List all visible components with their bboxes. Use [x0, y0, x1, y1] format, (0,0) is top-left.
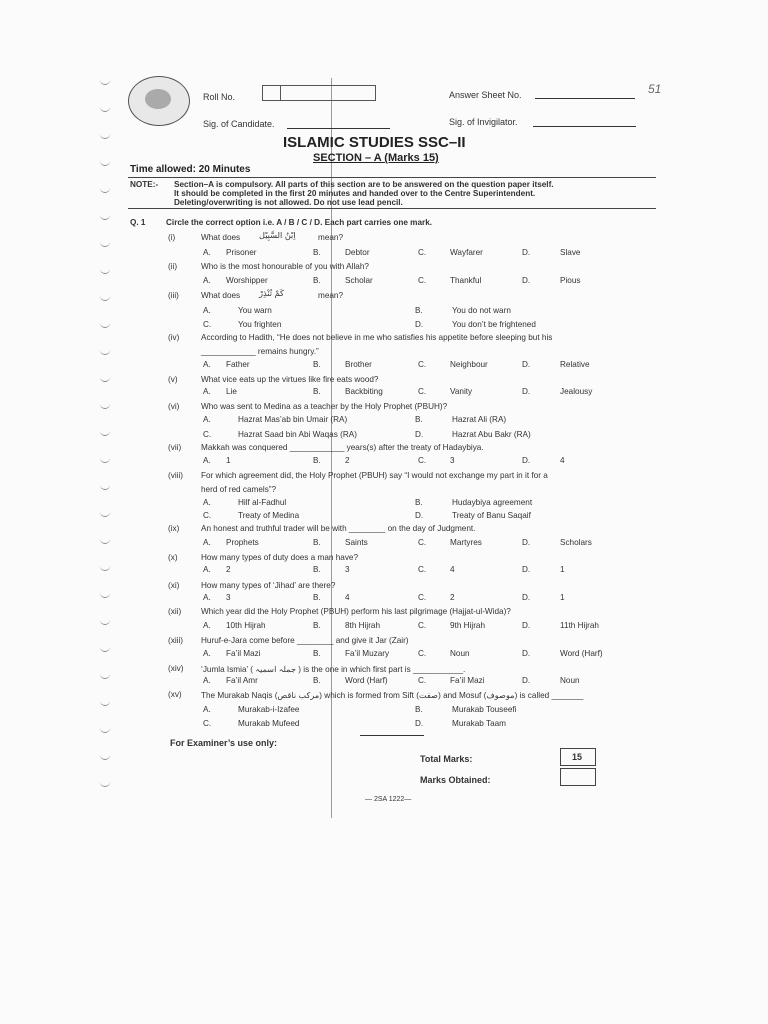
question-text: For which agreement did, the Holy Prophet (PBUH) say “I would not exchange my part in it for a: [201, 471, 548, 480]
option-a[interactable]: Hazrat Mas’ab bin Umair (RA): [238, 415, 348, 424]
binder-hole: [100, 402, 110, 409]
question-text: ‘Jumla Ismia’ ( جملہ اسمیہ ) is the one in which first part is ___________.: [201, 665, 466, 674]
binder-hole: [100, 375, 110, 382]
binder-hole: [100, 132, 110, 139]
question-text: According to Hadith, “He does not believe in me who satisfies his appetite before sleeping but his: [201, 333, 553, 342]
option-c[interactable]: Martyres: [450, 538, 482, 547]
question-number: (xi): [168, 581, 180, 590]
option-d[interactable]: 1: [560, 565, 565, 574]
option-c[interactable]: 3: [450, 456, 455, 465]
option-letter-c: C.: [203, 511, 212, 520]
option-letter-b: B.: [313, 538, 321, 547]
option-b[interactable]: You do not warn: [452, 306, 511, 315]
option-letter-d: D.: [522, 593, 531, 602]
question-text: What does: [201, 291, 241, 300]
option-b[interactable]: Murakab Touseefi: [452, 705, 517, 714]
note-label: NOTE:-: [130, 180, 159, 189]
question-text: Who was sent to Medina as a teacher by the Holy Prophet (PBUH)?: [201, 402, 448, 411]
paper-title: ISLAMIC STUDIES SSC–II: [283, 134, 466, 151]
option-letter-d: D.: [415, 719, 424, 728]
time-allowed: Time allowed: 20 Minutes: [130, 164, 251, 175]
marks-obtained-label: Marks Obtained:: [420, 775, 491, 785]
option-c[interactable]: Treaty of Medina: [238, 511, 300, 520]
question-number: (xv): [168, 690, 182, 699]
option-letter-c: C.: [418, 621, 427, 630]
binder-hole: [100, 537, 110, 544]
option-letter-a: A.: [203, 387, 211, 396]
corner-mark: 51: [648, 82, 662, 96]
option-d[interactable]: 11th Hijrah: [560, 621, 599, 630]
option-letter-d: D.: [522, 276, 531, 285]
option-c[interactable]: Thankful: [450, 276, 482, 285]
binder-hole: [100, 240, 110, 247]
question-text: The Murakab Naqis (مرکب ناقص) which is formed from Sift (صفت) and Mosuf (موصوف) is called _______: [201, 691, 584, 700]
option-a[interactable]: Prophets: [226, 538, 259, 547]
option-d[interactable]: Treaty of Banu Saqaif: [452, 511, 531, 520]
option-letter-d: D.: [522, 621, 531, 630]
roll-no-label: Roll No.: [203, 92, 236, 102]
option-d[interactable]: Murakab Taam: [452, 719, 507, 728]
sig-invigilator-line[interactable]: [533, 126, 636, 127]
binder-hole: [100, 591, 110, 598]
option-letter-c: C.: [418, 248, 427, 257]
option-letter-a: A.: [203, 538, 211, 547]
option-a[interactable]: Lie: [226, 387, 237, 396]
option-letter-d: D.: [522, 538, 531, 547]
option-b[interactable]: Scholar: [345, 276, 373, 285]
binder-hole: [100, 726, 110, 733]
option-c[interactable]: Fa’il Mazi: [450, 676, 485, 685]
option-letter-a: A.: [203, 276, 211, 285]
option-a[interactable]: Worshipper: [226, 276, 268, 285]
option-a[interactable]: Father: [226, 360, 250, 369]
option-letter-a: A.: [203, 306, 211, 315]
option-b[interactable]: 8th Hijrah: [345, 621, 381, 630]
option-a[interactable]: Fa’il Mazi: [226, 649, 261, 658]
option-letter-c: C.: [203, 430, 212, 439]
option-letter-c: C.: [418, 276, 427, 285]
option-letter-b: B.: [415, 415, 423, 424]
option-a[interactable]: You warn: [238, 306, 272, 315]
binder-hole: [100, 753, 110, 760]
option-c[interactable]: Wayfarer: [450, 248, 483, 257]
question-number: (viii): [168, 471, 184, 480]
option-letter-a: A.: [203, 415, 211, 424]
option-b[interactable]: Brother: [345, 360, 372, 369]
binder-hole: [100, 78, 110, 85]
option-letter-b: B.: [313, 387, 321, 396]
option-d[interactable]: 4: [560, 456, 565, 465]
option-d[interactable]: Pious: [560, 276, 581, 285]
option-letter-d: D.: [415, 320, 424, 329]
option-letter-a: A.: [203, 498, 211, 507]
note-line-2: It should be completed in the first 20 minutes and handed over to the Centre Superintendent.: [174, 189, 536, 198]
option-letter-c: C.: [418, 593, 427, 602]
note-line-3: Deleting/overwriting is not allowed. Do not use lead pencil.: [174, 198, 403, 207]
option-b[interactable]: 3: [345, 565, 350, 574]
option-letter-d: D.: [522, 248, 531, 257]
binder-hole: [100, 645, 110, 652]
option-b[interactable]: 2: [345, 456, 350, 465]
question-text: Huruf-e-Jara come before ________ and give it Jar (Zair): [201, 636, 409, 645]
q1-number: Q. 1: [130, 218, 146, 227]
option-letter-b: B.: [415, 306, 423, 315]
question-number: (xiv): [168, 664, 184, 673]
binder-hole: [100, 456, 110, 463]
option-letter-a: A.: [203, 649, 211, 658]
option-letter-b: B.: [313, 248, 321, 257]
question-text-continued: herd of red camels”?: [201, 485, 277, 494]
question-number: (i): [168, 233, 176, 242]
examiner-label: For Examiner’s use only:: [170, 738, 278, 748]
option-c[interactable]: Murakab Mufeed: [238, 719, 300, 728]
note-line-1: Section–A is compulsory. All parts of this section are to be answered on the question paper itself.: [174, 180, 554, 189]
question-number: (v): [168, 375, 178, 384]
question-number: (x): [168, 553, 178, 562]
option-c[interactable]: Neighbour: [450, 360, 488, 369]
option-letter-a: A.: [203, 676, 211, 685]
option-letter-d: D.: [522, 387, 531, 396]
option-a[interactable]: Fa’il Amr: [226, 676, 258, 685]
option-c[interactable]: 2: [450, 593, 455, 602]
question-number: (vi): [168, 402, 180, 411]
option-letter-d: D.: [522, 676, 531, 685]
question-text: mean?: [318, 291, 344, 300]
binder-hole: [100, 780, 110, 787]
option-letter-a: A.: [203, 565, 211, 574]
q1-instruction: Circle the correct option i.e. A / B / C / D. Each part carries one mark.: [166, 218, 433, 227]
total-marks-label: Total Marks:: [420, 754, 473, 764]
option-letter-d: D.: [415, 511, 424, 520]
option-letter-a: A.: [203, 360, 211, 369]
binder-hole: [100, 483, 110, 490]
option-d[interactable]: 1: [560, 593, 565, 602]
question-number: (xiii): [168, 636, 184, 645]
binder-hole: [100, 672, 110, 679]
question-text-continued: ____________ remains hungry.”: [201, 347, 319, 356]
option-d[interactable]: Relative: [560, 360, 590, 369]
rule-bottom: [128, 208, 656, 209]
option-letter-b: B.: [313, 649, 321, 658]
option-letter-b: B.: [313, 621, 321, 630]
binder-hole: [100, 618, 110, 625]
question-text: Makkah was conquered ____________ years(s) after the treaty of Hadaybiya.: [201, 443, 484, 452]
option-letter-b: B.: [313, 276, 321, 285]
binder-hole: [100, 294, 110, 301]
question-number: (iv): [168, 333, 180, 342]
option-letter-c: C.: [418, 538, 427, 547]
marks-obtained-box[interactable]: [560, 768, 596, 786]
option-d[interactable]: You don’t be frightened: [452, 320, 536, 329]
option-b[interactable]: Hazrat Ali (RA): [452, 415, 507, 424]
question-text: How many types of duty does a man have?: [201, 553, 359, 562]
arabic-term: اِبْنُ السَّبِيْل: [259, 230, 296, 240]
binder-hole: [100, 159, 110, 166]
question-text: Which year did the Holy Prophet (PBUH) perform his last pilgrimage (Hajjat-ul-Wida)?: [201, 607, 511, 616]
option-d[interactable]: Noun: [560, 676, 580, 685]
option-b[interactable]: Word (Harf): [345, 676, 388, 685]
question-text: What vice eats up the virtues like fire eats wood?: [201, 375, 379, 384]
binder-hole: [100, 105, 110, 112]
option-d[interactable]: Scholars: [560, 538, 592, 547]
option-d[interactable]: Jealousy: [560, 387, 593, 396]
option-a[interactable]: Murakab-i-Izafee: [238, 705, 300, 714]
option-b[interactable]: Fa’il Muzary: [345, 649, 390, 658]
sig-candidate-line[interactable]: [287, 128, 390, 129]
option-a[interactable]: 1: [226, 456, 231, 465]
option-b[interactable]: Saints: [345, 538, 368, 547]
option-a[interactable]: 2: [226, 565, 231, 574]
binder-hole: [100, 348, 110, 355]
option-letter-a: A.: [203, 248, 211, 257]
binder-hole: [100, 564, 110, 571]
option-letter-a: A.: [203, 621, 211, 630]
binder-hole: [100, 510, 110, 517]
option-letter-a: A.: [203, 705, 211, 714]
board-logo: [128, 76, 190, 126]
option-d[interactable]: Hazrat Abu Bakr (RA): [452, 430, 531, 439]
binder-hole: [100, 213, 110, 220]
binder-hole: [100, 321, 110, 328]
arabic-term: كَمْ تُنْذِرْ: [259, 288, 284, 298]
option-c[interactable]: 4: [450, 565, 455, 574]
option-letter-b: B.: [313, 676, 321, 685]
option-letter-b: B.: [313, 593, 321, 602]
option-letter-d: D.: [522, 360, 531, 369]
option-letter-c: C.: [203, 320, 212, 329]
question-number: (ii): [168, 262, 178, 271]
answer-sheet-line[interactable]: [535, 98, 635, 99]
answer-sheet-label: Answer Sheet No.: [449, 90, 522, 100]
question-number: (iii): [168, 291, 179, 300]
question-text: mean?: [318, 233, 344, 242]
question-text: An honest and truthful trader will be with ________ on the day of Judgment.: [201, 524, 476, 533]
option-b[interactable]: Backbiting: [345, 387, 383, 396]
option-b[interactable]: Debtor: [345, 248, 370, 257]
binder-hole: [100, 267, 110, 274]
option-letter-a: A.: [203, 593, 211, 602]
question-number: (vii): [168, 443, 182, 452]
option-letter-b: B.: [313, 456, 321, 465]
option-letter-d: D.: [522, 649, 531, 658]
option-a[interactable]: Hilf al-Fadhul: [238, 498, 287, 507]
option-c[interactable]: You frighten: [238, 320, 282, 329]
option-letter-c: C.: [418, 676, 427, 685]
section-title: SECTION – A (Marks 15): [313, 152, 439, 164]
option-letter-b: B.: [313, 565, 321, 574]
binder-hole: [100, 186, 110, 193]
rule-top: [128, 177, 656, 178]
question-text: What does: [201, 233, 241, 242]
option-c[interactable]: 9th Hijrah: [450, 621, 486, 630]
option-letter-d: D.: [415, 430, 424, 439]
option-letter-b: B.: [415, 705, 423, 714]
option-letter-a: A.: [203, 456, 211, 465]
option-letter-c: C.: [418, 565, 427, 574]
question-number: (ix): [168, 524, 180, 533]
option-letter-d: D.: [522, 565, 531, 574]
option-letter-c: C.: [203, 719, 212, 728]
option-b[interactable]: 4: [345, 593, 350, 602]
option-letter-b: B.: [415, 498, 423, 507]
option-letter-b: B.: [313, 360, 321, 369]
option-b[interactable]: Hudaybiya agreement: [452, 498, 533, 507]
option-letter-d: D.: [522, 456, 531, 465]
question-text: Who is the most honourable of you with Allah?: [201, 262, 369, 271]
option-letter-c: C.: [418, 387, 427, 396]
option-letter-c: C.: [418, 456, 427, 465]
question-number: (xii): [168, 607, 182, 616]
paper-code: — 2SA 1222—: [365, 796, 412, 803]
option-c[interactable]: Vanity: [450, 387, 473, 396]
binder-hole: [100, 429, 110, 436]
sig-invigilator-label: Sig. of Invigilator.: [449, 117, 518, 127]
option-d[interactable]: Word (Harf): [560, 649, 603, 658]
option-c[interactable]: Noun: [450, 649, 470, 658]
sig-candidate-label: Sig. of Candidate.: [203, 119, 275, 129]
question-text: How many types of ‘Jihad’ are there?: [201, 581, 336, 590]
option-letter-c: C.: [418, 360, 427, 369]
option-d[interactable]: Slave: [560, 248, 581, 257]
option-c[interactable]: Hazrat Saad bin Abi Waqas (RA): [238, 430, 357, 439]
total-marks-value: 15: [572, 752, 583, 762]
option-a[interactable]: 3: [226, 593, 231, 602]
option-letter-c: C.: [418, 649, 427, 658]
option-a[interactable]: Prisoner: [226, 248, 257, 257]
option-a[interactable]: 10th Hijrah: [226, 621, 266, 630]
binder-hole: [100, 699, 110, 706]
